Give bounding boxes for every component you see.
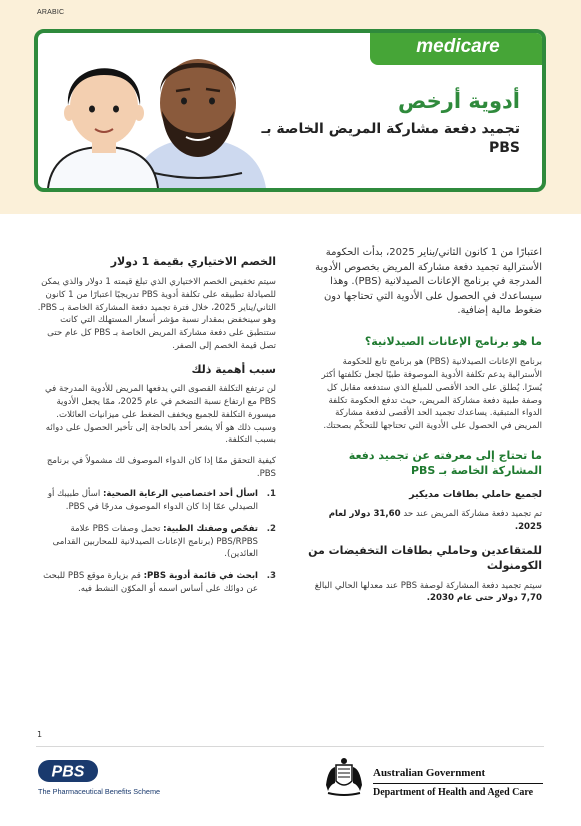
page-subtitle: تجميد دفعة مشاركة المريض الخاصة بـ PBS — [261, 121, 520, 157]
concession-copayment-value: 7,70 دولار حتى عام 2030. — [426, 593, 542, 604]
footer-divider — [36, 746, 544, 747]
medicare-holders-heading: لجميع حاملي بطاقات مديكير — [409, 489, 542, 501]
hero-card — [34, 29, 546, 192]
page-title: أدوية أرخص — [397, 89, 520, 113]
medicare-holders-body: تم تجميد دفعة مشاركة المريض عند حد 31,60 دولار لعام 2025. — [328, 509, 542, 533]
department-name: Department of Health and Aged Care — [373, 787, 534, 798]
concession-heading: للمتقاعدين وحاملي بطاقات التخفيضات من الكومنولث — [308, 543, 542, 572]
what-is-pbs-body: برنامج الإعانات الصيدلانية (PBS) هو برنامج تابع للحكومة الأسترالية يدعم تكلفة الأدوية الموصوفة طبيًا لجعل تكلفتها أكثر يُسرًا. يُطلق على الحد الأقصى للمبلغ الذي ستدفعه مقابل كل وصفة طبية دفعة مشاركة المريض، حيث تدفع الحكومة تكلفة الدواء المتبقية. يساعدك تجميد الحد الأقصى لدفعة مشاركة المريض في الحصول على الأدوية التي تحتاجها للتحكّم بصحتك. — [321, 357, 542, 431]
medicare-copayment-value: 31,60 دولار لعام 2025. — [328, 509, 542, 533]
pbs-logo — [38, 760, 98, 782]
why-heading: سبب أهمية ذلك — [191, 362, 276, 376]
pbs-caption: The Pharmaceutical Benefits Scheme — [38, 787, 161, 796]
medicare-logo: medicare — [370, 29, 546, 65]
government-name: Australian Government — [373, 767, 486, 779]
what-is-pbs-heading: ما هو برنامج الإعانات الصيدلانية؟ — [364, 334, 542, 348]
list-item: 1. اسأل أحد اختصاصيي الرعاية الصحية: اسأل طبيبك أو الصيدلي عمّا إذا كان الدواء الموصوف مدرجًا في PBS. — [47, 489, 276, 513]
right-column — [306, 246, 542, 605]
check-intro: كيفية التحقق ممّا إذا كان الدواء الموصوف لك مشمولاً في برنامج PBS. — [46, 456, 276, 479]
discount-heading: الخصم الاختياري بقيمة 1 دولار — [110, 255, 276, 268]
coat-of-arms-icon — [322, 755, 366, 799]
intro-paragraph: اعتبارًا من 1 كانون الثاني/يناير 2025، بدأت الحكومة الأسترالية تجميد دفعة مشاركة المريض بخصوص الأدوية المدرجة في برنامج الإعانات الصيدلانية (PBS). وهذا سيساعدك في الحصول على الأدوية التي تحتاجها دون ضغوط مالية إضافية. — [315, 247, 542, 316]
need-to-know-heading: ما تحتاج إلى معرفته عن تجميد دفعة المشاركة الخاصة بـ PBS — [348, 448, 542, 477]
left-column — [36, 254, 276, 604]
why-body: لن ترتفع التكلفة القصوى التي يدفعها المريض للأدوية المدرجة في PBS مع ارتفاع نسبة التضخم في عام 2025، ممّا يجعل الأدوية ميسورة التكلفة للجميع ويخفف الضغط على ميزانيات العائلات. وسبب ذلك هو ألا يشعر أحد بالحاجة إلى تأخير الحصول على دوائه بسبب التكلفة. — [45, 384, 276, 446]
list-item: 2. تفحّص وصفتك الطبية: تحمل وصفات PBS علامة PBS/RPBS (برنامج الإعانات الصيدلانية للمحاربين القدامى العائدين). — [52, 523, 276, 560]
discount-body: سيتم تخفيض الخصم الاختياري الذي تبلغ قيمته 1 دولار والذي يمكن للصيادلة تطبيقه على تكلفة أدوية PBS تدريجيًا اعتبارًا من 1 كانون الثاني/يناير 2025، خلال فترة تجميد دفعة المشاركة الخاصة بـ PBS. وهو سينخفض بمقدار نسبة مؤشر أسعار المستهلك التي كانت ستنطبق على دفعة مشاركة المريض الخاصة بـ PBS كل عام حتى تصل قيمة الخصم إلى الصفر. — [37, 277, 276, 351]
concession-body: سيتم تجميد دفعة المشاركة لوصفة PBS عند معدلها الحالي البالغ 7,70 دولار حتى عام 2030. — [314, 580, 542, 604]
svg-text:PBS: PBS — [51, 763, 85, 781]
hero-text — [260, 89, 520, 158]
government-divider — [373, 783, 543, 784]
page-number: 1 — [37, 730, 43, 739]
people-illustration — [38, 33, 288, 188]
check-steps-list — [36, 488, 276, 595]
language-tag: ARABIC — [37, 9, 65, 16]
list-item: 3. ابحث في قائمة أدوية PBS: قم بزيارة موقع PBS للبحث عن دوائك على أساس اسمه أو المكوّن النشط فيه. — [43, 571, 276, 594]
